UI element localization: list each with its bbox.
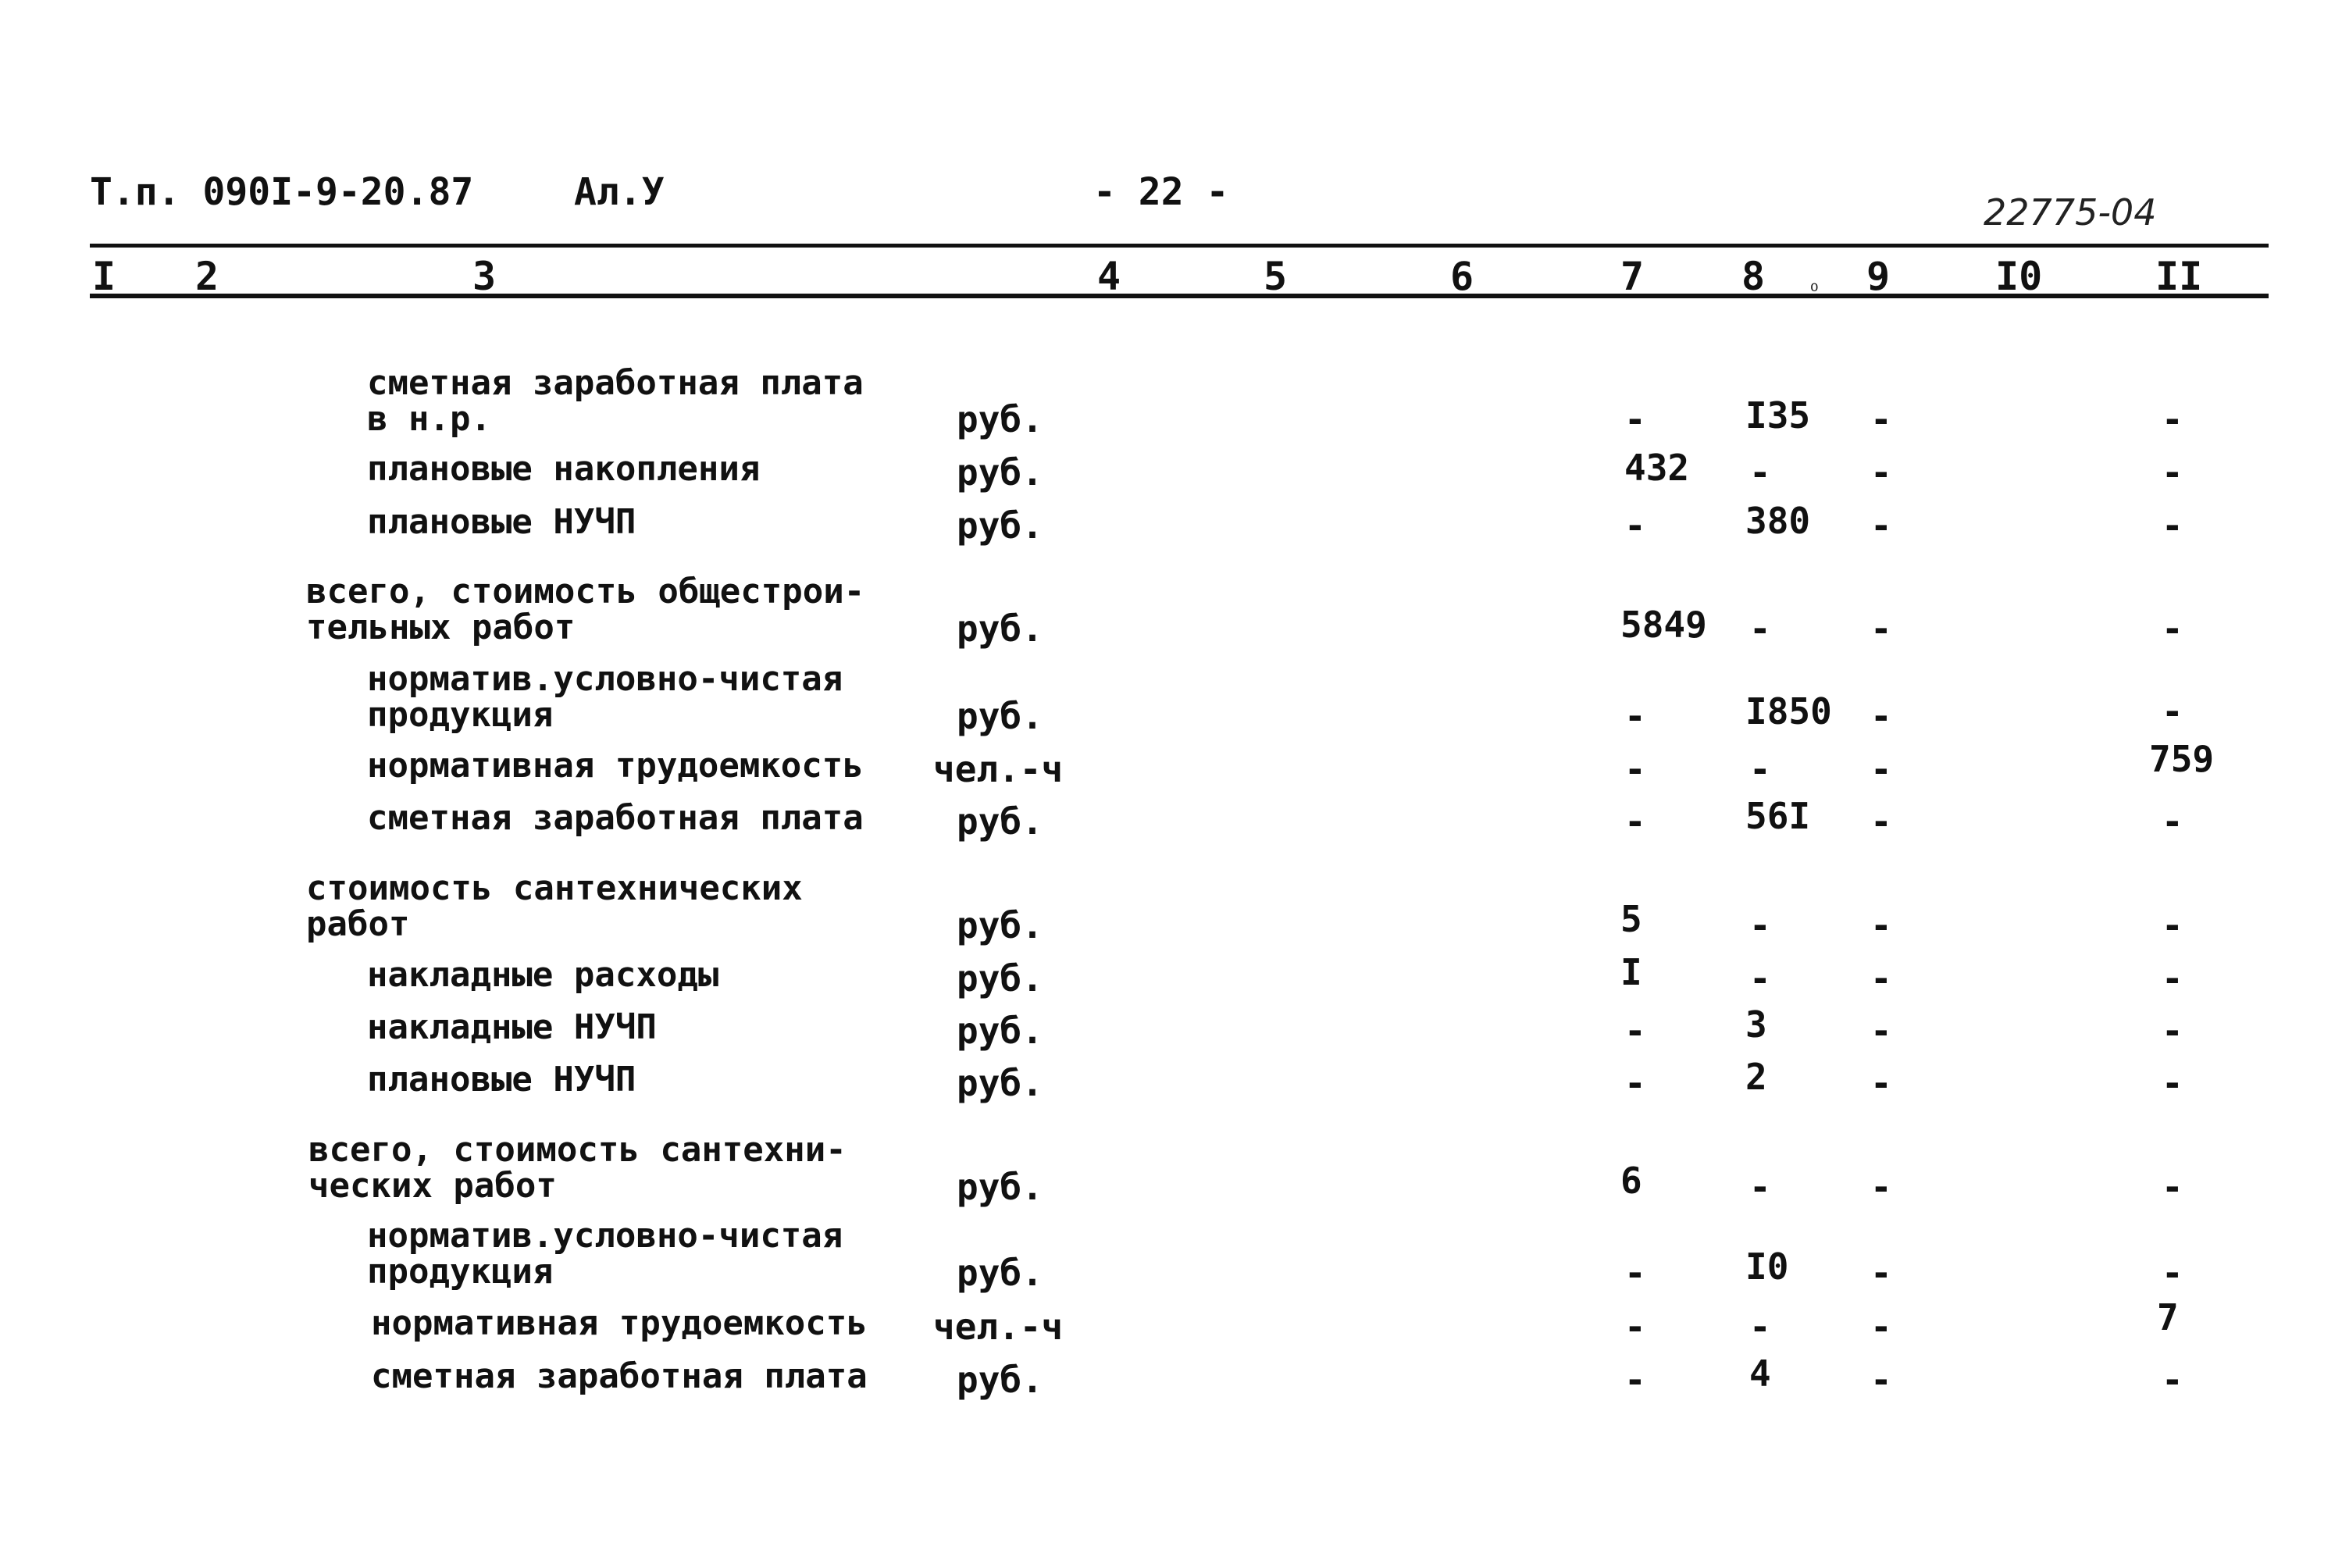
col9-value: -	[1870, 504, 1892, 547]
row-unit: руб.	[957, 957, 1043, 1000]
col7-value: 432	[1624, 447, 1690, 489]
col8-value: 56I	[1745, 795, 1811, 837]
col8-value: I0	[1745, 1245, 1789, 1288]
column-number-10: I0	[1995, 254, 2043, 299]
row-label: плановые накопления	[367, 449, 761, 489]
col7-value: 6	[1620, 1160, 1642, 1202]
col9-value: -	[1870, 451, 1892, 494]
col11-value: -	[2162, 1166, 2183, 1208]
column-number-1: I	[92, 254, 116, 299]
col8-value: -	[1749, 748, 1771, 790]
col7-value: I	[1620, 951, 1642, 993]
col7-value: -	[1624, 1252, 1646, 1294]
row-unit: руб.	[957, 1062, 1043, 1104]
col11-value: 7	[2157, 1296, 2179, 1338]
row-unit: руб.	[957, 398, 1043, 440]
top-rule	[90, 244, 2269, 248]
col9-value: -	[1870, 1359, 1892, 1401]
col11-value: -	[2162, 957, 2183, 1000]
archive-stamp: 22775-04	[1984, 191, 2157, 233]
col11-value: -	[2162, 1062, 2183, 1104]
col11-value: -	[2162, 904, 2183, 946]
col7-value: -	[1624, 1306, 1646, 1348]
row-unit: руб.	[957, 504, 1043, 547]
row-label: всего, стоимость сантехни- ческих работ	[308, 1130, 847, 1206]
row-label: плановые НУЧП	[367, 502, 636, 542]
col8-value: -	[1749, 957, 1771, 1000]
col8-value: -	[1749, 608, 1771, 650]
row-unit: чел.-ч	[933, 748, 1064, 790]
row-label: плановые НУЧП	[367, 1060, 636, 1099]
col8-value: I35	[1745, 394, 1811, 437]
header-bottom-rule	[90, 294, 2269, 298]
col9-value: -	[1870, 695, 1892, 737]
column-number-5: 5	[1264, 254, 1288, 299]
col11-value: -	[2162, 451, 2183, 494]
col11-value: -	[2162, 1010, 2183, 1052]
row-label: стоимость сантехнических работ	[306, 868, 803, 944]
col8-value: -	[1749, 451, 1771, 494]
col7-value: -	[1624, 1062, 1646, 1104]
row-unit: руб.	[957, 451, 1043, 494]
row-label: нормативная трудоемкость	[371, 1303, 868, 1343]
col9-value: -	[1870, 748, 1892, 790]
row-label: накладные расходы	[367, 955, 719, 995]
col7-value: -	[1624, 398, 1646, 440]
col8-value: -	[1749, 904, 1771, 946]
col8-value: I850	[1745, 690, 1832, 732]
column-number-9: 9	[1866, 254, 1891, 299]
col9-value: -	[1870, 608, 1892, 650]
row-label: норматив.условно-чистая продукция	[367, 659, 843, 735]
row-label: сметная заработная плата в н.р.	[367, 363, 864, 439]
column-number-3: 3	[472, 254, 497, 299]
row-unit: руб.	[957, 904, 1043, 946]
col11-value: -	[2162, 1359, 2183, 1401]
row-label: накладные НУЧП	[367, 1007, 657, 1047]
col11-value: -	[2162, 1252, 2183, 1294]
col9-value: -	[1870, 1306, 1892, 1348]
col7-value: -	[1624, 504, 1646, 547]
col7-value: 5	[1620, 898, 1642, 940]
col8-value: 3	[1745, 1003, 1767, 1046]
column-number-6: 6	[1450, 254, 1474, 299]
row-label: сметная заработная плата	[367, 798, 864, 838]
col9-value: -	[1870, 398, 1892, 440]
document-code: Т.п. 090I-9-20.87	[90, 170, 474, 214]
page-number: - 22 -	[1093, 170, 1229, 214]
col7-value: -	[1624, 1359, 1646, 1401]
col7-value: -	[1624, 800, 1646, 843]
row-unit: руб.	[957, 1359, 1043, 1401]
row-unit: руб.	[957, 1252, 1043, 1294]
col9-value: -	[1870, 957, 1892, 1000]
col9-value: -	[1870, 1062, 1892, 1104]
col9-value: -	[1870, 904, 1892, 946]
row-label: всего, стоимость общестрои- тельных работ	[306, 572, 865, 647]
col11-value: -	[2162, 504, 2183, 547]
row-label: нормативная трудоемкость	[367, 746, 864, 786]
row-unit: руб.	[957, 608, 1043, 650]
col11-value: -	[2162, 690, 2183, 732]
column-number-11: II	[2155, 254, 2203, 299]
row-label: норматив.условно-чистая продукция	[367, 1216, 843, 1292]
col7-value: -	[1624, 1010, 1646, 1052]
row-unit: руб.	[957, 800, 1043, 843]
col7-value: -	[1624, 748, 1646, 790]
col8-value: 4	[1749, 1352, 1771, 1395]
col11-value: 759	[2149, 738, 2215, 780]
row-unit: руб.	[957, 695, 1043, 737]
column-mark: ₀	[1810, 273, 1819, 297]
col9-value: -	[1870, 1010, 1892, 1052]
row-unit: руб.	[957, 1010, 1043, 1052]
col9-value: -	[1870, 1252, 1892, 1294]
col7-value: 5849	[1620, 604, 1707, 646]
col11-value: -	[2162, 800, 2183, 843]
column-number-2: 2	[195, 254, 219, 299]
column-number-7: 7	[1620, 254, 1645, 299]
col8-value: -	[1749, 1306, 1771, 1348]
col9-value: -	[1870, 1166, 1892, 1208]
col8-value: 2	[1745, 1056, 1767, 1098]
col11-value: -	[2162, 608, 2183, 650]
col7-value: -	[1624, 695, 1646, 737]
column-number-8: 8	[1741, 254, 1766, 299]
col9-value: -	[1870, 800, 1892, 843]
col8-value: -	[1749, 1166, 1771, 1208]
row-unit: руб.	[957, 1166, 1043, 1208]
album-number: Ал.У	[574, 170, 665, 214]
column-number-4: 4	[1097, 254, 1121, 299]
row-unit: чел.-ч	[933, 1306, 1064, 1348]
col11-value: -	[2162, 398, 2183, 440]
col8-value: 380	[1745, 500, 1811, 542]
row-label: сметная заработная плата	[371, 1356, 868, 1396]
